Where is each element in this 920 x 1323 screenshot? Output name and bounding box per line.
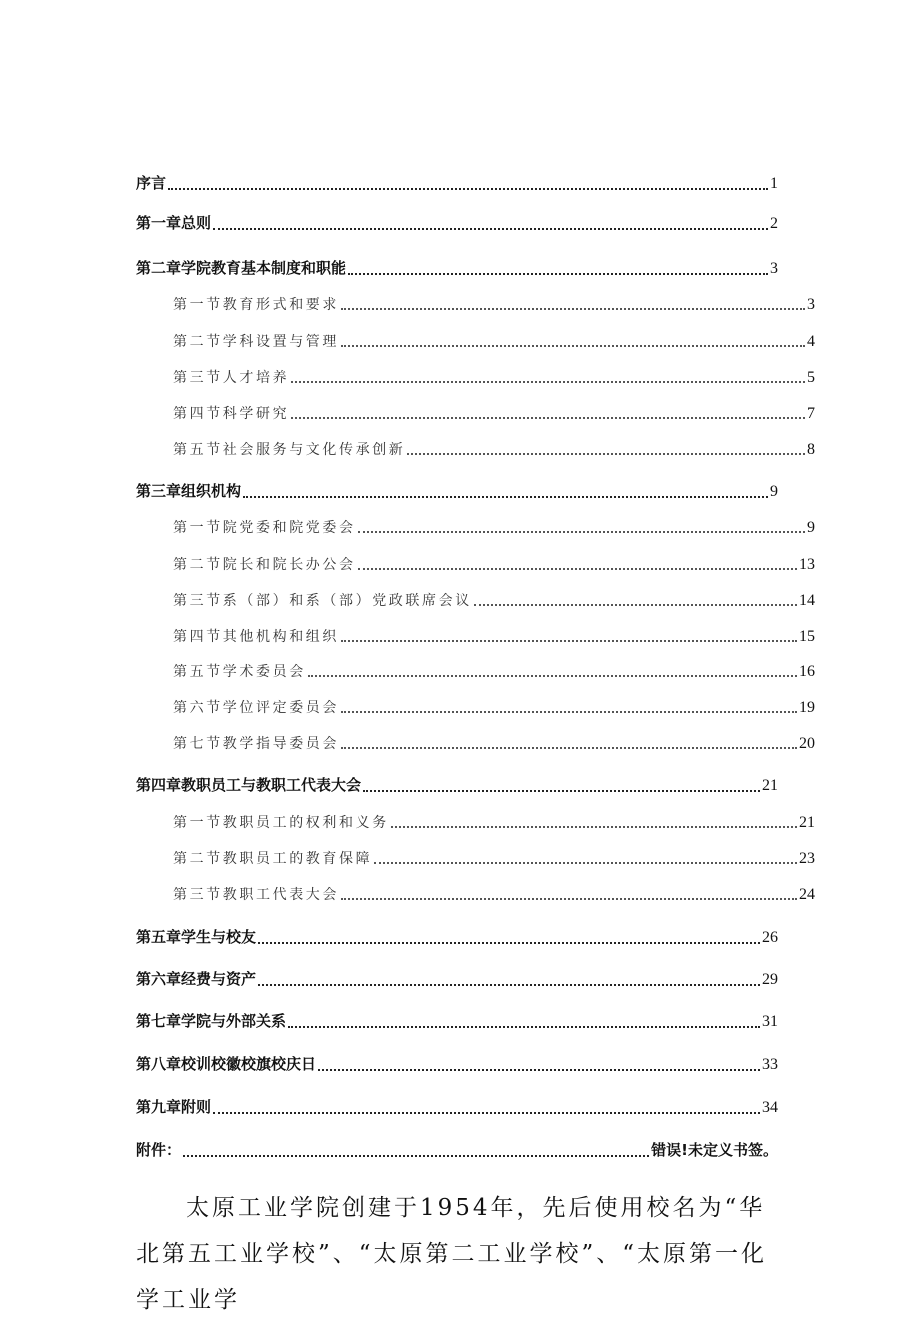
toc-entry-title: 第一章总则 (136, 214, 212, 232)
toc-dot-leader (341, 898, 797, 900)
toc-dot-leader (341, 711, 797, 713)
toc-entry[interactable] (136, 626, 815, 646)
toc-entry-page: 5 (807, 369, 815, 386)
toc-dot-leader (213, 228, 768, 230)
toc-entry-title: 第六节学位评定委员会 (173, 700, 339, 716)
toc-entry-title: 第三章组织机构 (136, 482, 242, 500)
toc-dot-leader (358, 531, 805, 533)
toc-entry-page: 23 (799, 850, 815, 867)
toc-dot-leader (291, 417, 805, 419)
toc-entry-page: 3 (770, 260, 778, 277)
toc-entry[interactable] (136, 554, 815, 574)
toc-entry[interactable] (136, 774, 778, 795)
toc-entry-title: 第七节教学指导委员会 (173, 736, 339, 752)
toc-entry-title: 序言 (136, 174, 167, 192)
toc-entry-title: 第二节学科设置与管理 (173, 334, 339, 350)
toc-dot-leader (291, 381, 805, 383)
toc-entry-title: 第二节教职员工的教育保障 (173, 851, 373, 867)
toc-entry-page: 15 (799, 628, 815, 645)
toc-dot-leader (391, 826, 797, 828)
toc-entry-title: 第四节科学研究 (173, 406, 290, 422)
toc-entry-title: 第五节社会服务与文化传承创新 (173, 442, 406, 458)
toc-entry-title: 第四节其他机构和组织 (173, 629, 339, 645)
toc-entry-page: 21 (799, 814, 815, 831)
toc-entry[interactable] (136, 212, 778, 233)
body-paragraph (136, 1185, 786, 1323)
toc-entry[interactable] (136, 1096, 778, 1117)
toc-dot-leader (348, 273, 768, 275)
toc-entry-title: 第四章教职员工与教职工代表大会 (136, 776, 362, 794)
toc-entry-page: 20 (799, 735, 815, 752)
toc-dot-leader (243, 496, 768, 498)
toc-entry[interactable] (136, 172, 778, 193)
toc-dot-leader (474, 604, 797, 606)
toc-entry-title: 第五节学术委员会 (173, 664, 306, 680)
body-paragraph-text: 太原工业学院创建于1954年，先后使用校名为“华北第五工业学校”、“太原第二工业学校”、“太原第一化学工业学 (136, 1195, 768, 1313)
toc-entry-page: 16 (799, 663, 815, 680)
toc-dot-leader (341, 345, 805, 347)
toc-dot-leader (213, 1112, 760, 1114)
toc-entry-page: 1 (770, 175, 778, 192)
toc-entry-title: 第三节教职工代表大会 (173, 887, 339, 903)
toc-entry-page: 错误!未定义书签。 (651, 1141, 778, 1159)
toc-entry[interactable] (136, 968, 778, 989)
toc-dot-leader (374, 862, 797, 864)
toc-dot-leader (341, 747, 797, 749)
toc-entry[interactable] (136, 884, 815, 904)
toc-entry[interactable] (136, 926, 778, 947)
toc-entry-title: 第三节系（部）和系（部）党政联席会议 (173, 593, 472, 609)
toc-entry[interactable] (136, 367, 815, 387)
toc-entry-page: 8 (807, 441, 815, 458)
toc-dot-leader (258, 984, 760, 986)
toc-dot-leader (358, 568, 797, 570)
toc-entry-title: 附件： (136, 1141, 182, 1159)
toc-entry-page: 19 (799, 699, 815, 716)
toc-dot-leader (363, 790, 760, 792)
toc-entry-title: 第一节教职员工的权利和义务 (173, 815, 389, 831)
toc-entry[interactable] (136, 848, 815, 868)
toc-dot-leader (183, 1155, 649, 1157)
toc-entry[interactable] (136, 439, 815, 459)
toc-entry-title: 第六章经费与资产 (136, 970, 257, 988)
toc-entry-page: 9 (807, 519, 815, 536)
toc-entry-page: 9 (770, 483, 778, 500)
toc-entry[interactable] (136, 590, 815, 610)
toc-entry[interactable] (136, 331, 815, 351)
toc-entry-page: 26 (762, 929, 778, 946)
toc-entry-page: 7 (807, 405, 815, 422)
toc-entry-title: 第二节院长和院长办公会 (173, 557, 356, 573)
toc-entry-title: 第七章学院与外部关系 (136, 1012, 287, 1030)
toc-dot-leader (341, 640, 797, 642)
toc-entry-title: 第三节人才培养 (173, 370, 290, 386)
toc-entry-page: 4 (807, 333, 815, 350)
toc-dot-leader (308, 675, 797, 677)
toc-entry[interactable] (136, 257, 778, 278)
toc-entry-page: 33 (762, 1056, 778, 1073)
toc-entry-title: 第九章附则 (136, 1098, 212, 1116)
toc-entry[interactable] (136, 517, 815, 537)
toc-entry[interactable] (136, 1010, 778, 1031)
toc-dot-leader (258, 942, 760, 944)
toc-entry-title: 第五章学生与校友 (136, 928, 257, 946)
toc-dot-leader (168, 188, 768, 190)
toc-entry[interactable] (136, 697, 815, 717)
toc-entry[interactable] (136, 1139, 778, 1160)
toc-entry[interactable] (136, 733, 815, 753)
toc-entry[interactable] (136, 403, 815, 423)
toc-dot-leader (318, 1069, 760, 1071)
toc-entry-page: 34 (762, 1099, 778, 1116)
toc-entry-title: 第二章学院教育基本制度和职能 (136, 259, 347, 277)
toc-entry[interactable] (136, 661, 815, 681)
toc-entry-title: 第一节教育形式和要求 (173, 297, 339, 313)
toc-entry-page: 14 (799, 592, 815, 609)
toc-dot-leader (288, 1026, 760, 1028)
toc-entry-page: 31 (762, 1013, 778, 1030)
toc-entry[interactable] (136, 294, 815, 314)
toc-entry-page: 29 (762, 971, 778, 988)
toc-entry-title: 第一节院党委和院党委会 (173, 520, 356, 536)
toc-entry-page: 2 (770, 215, 778, 232)
toc-entry[interactable] (136, 480, 778, 501)
toc-entry[interactable] (136, 1053, 778, 1074)
toc-entry-page: 13 (799, 556, 815, 573)
toc-entry-title: 第八章校训校徽校旗校庆日 (136, 1055, 317, 1073)
toc-entry[interactable] (136, 812, 815, 832)
toc-dot-leader (407, 453, 805, 455)
toc-dot-leader (341, 308, 805, 310)
toc-entry-page: 21 (762, 777, 778, 794)
toc-entry-page: 24 (799, 886, 815, 903)
toc-entry-page: 3 (807, 296, 815, 313)
